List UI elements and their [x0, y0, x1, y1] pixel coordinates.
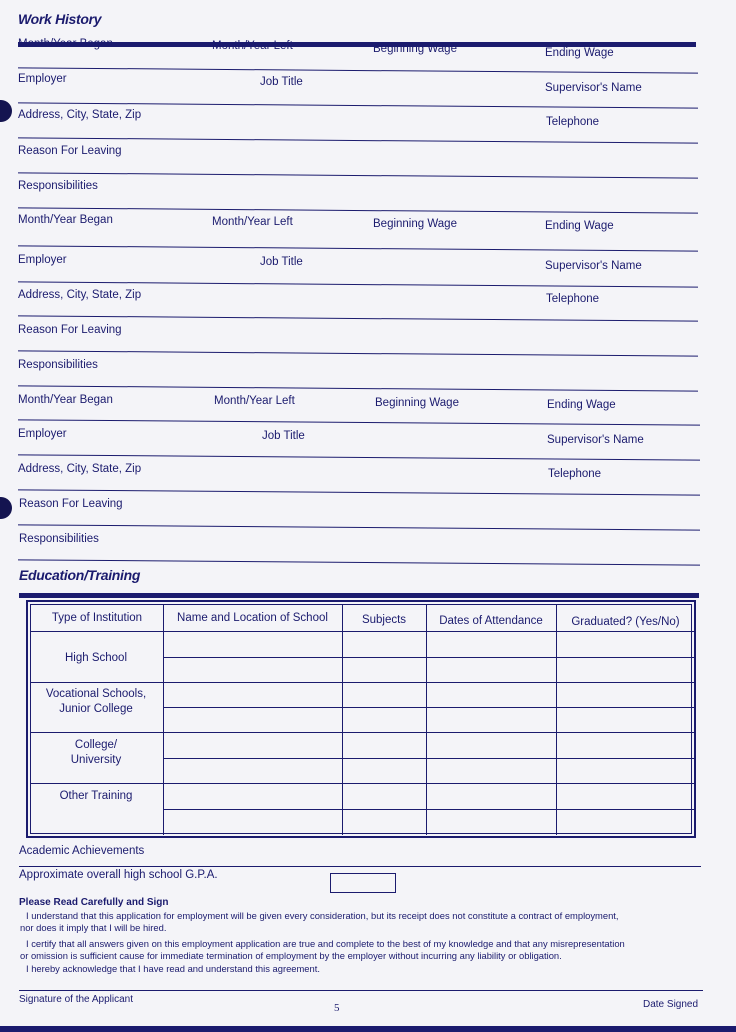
label-endwage-1: Ending Wage — [545, 47, 614, 59]
signature-label: Signature of the Applicant — [19, 994, 133, 1005]
row-divider — [31, 732, 695, 733]
label-began-2: Month/Year Began — [18, 214, 113, 226]
gpa-input-box[interactable] — [330, 873, 396, 893]
sub-row-divider — [163, 809, 695, 810]
label-employer-1: Employer — [18, 73, 67, 85]
field-line[interactable] — [18, 281, 698, 287]
label-reason-1: Reason For Leaving — [18, 145, 122, 157]
signature-line[interactable] — [19, 990, 703, 991]
label-endwage-2: Ending Wage — [545, 220, 614, 232]
col-divider — [426, 605, 427, 835]
field-line[interactable] — [18, 172, 698, 178]
label-began-1: Month/Year Began — [18, 38, 113, 50]
label-responsibilities-1: Responsibilities — [18, 180, 98, 192]
label-supervisor-1: Supervisor's Name — [545, 82, 642, 94]
header-type: Type of Institution — [51, 612, 143, 624]
field-line[interactable] — [18, 67, 698, 73]
sub-row-divider — [163, 657, 695, 658]
academic-achievements-line[interactable] — [19, 866, 701, 867]
header-dates: Dates of Attendance — [439, 615, 543, 627]
row-label-line: Other Training — [59, 790, 133, 802]
label-telephone-3: Telephone — [548, 468, 602, 480]
label-supervisor-3: Supervisor's Name — [547, 434, 644, 446]
label-reason-2: Reason For Leaving — [18, 324, 122, 336]
work-history-title: Work History — [18, 11, 102, 27]
field-line[interactable] — [18, 137, 698, 143]
field-line[interactable] — [18, 419, 700, 425]
field-line[interactable] — [18, 454, 700, 460]
label-employer-3: Employer — [18, 428, 67, 440]
col-divider — [556, 605, 557, 835]
label-responsibilities-2: Responsibilities — [18, 359, 98, 371]
label-address-3: Address, City, State, Zip — [18, 463, 142, 475]
row-label-line: College/ — [74, 739, 118, 751]
label-jobtitle-2: Job Title — [260, 256, 303, 268]
header-graduated: Graduated? (Yes/No) — [571, 616, 680, 628]
row-divider — [31, 682, 695, 683]
label-begwage-3: Beginning Wage — [375, 397, 459, 409]
field-line[interactable] — [18, 489, 700, 495]
row-college — [31, 738, 161, 768]
agreement-para1b: nor does it imply that I will be hired. — [20, 922, 167, 933]
punch-hole-top — [0, 100, 12, 122]
agreement-heading: Please Read Carefully and Sign — [19, 897, 169, 908]
field-line[interactable] — [18, 559, 700, 565]
sub-row-divider — [163, 707, 695, 708]
education-divider — [19, 593, 699, 598]
row-divider — [31, 783, 695, 784]
label-begwage-2: Beginning Wage — [373, 218, 457, 230]
label-left-3: Month/Year Left — [214, 395, 295, 407]
date-signed-label: Date Signed — [643, 999, 699, 1010]
agreement-para1: I understand that this application for employment will be given every consideration, but its receipt does not constitute a contract of employment, — [26, 910, 619, 921]
label-jobtitle-1: Job Title — [260, 76, 303, 88]
punch-hole-bottom — [0, 497, 12, 519]
education-table — [26, 600, 696, 838]
row-vocational — [31, 687, 161, 717]
row-label-line: Vocational Schools, — [45, 688, 147, 700]
field-line[interactable] — [18, 102, 698, 108]
field-line[interactable] — [18, 385, 698, 391]
field-line[interactable] — [18, 245, 698, 251]
label-reason-3: Reason For Leaving — [19, 498, 123, 510]
agreement-para2b: or omission is sufficient cause for immediate termination of employment by the employer without incurring any liability or obligation. — [20, 950, 562, 961]
col-divider — [342, 605, 343, 835]
label-left-2: Month/Year Left — [212, 216, 293, 228]
education-title: Education/Training — [19, 567, 141, 583]
col-divider — [163, 605, 164, 835]
label-left-1: Month/Year Left — [212, 40, 293, 52]
academic-achievements-label: Academic Achievements — [19, 845, 145, 857]
label-jobtitle-3: Job Title — [262, 430, 305, 442]
label-employer-2: Employer — [18, 254, 67, 266]
field-line[interactable] — [18, 315, 698, 321]
header-subjects: Subjects — [361, 614, 407, 626]
label-supervisor-2: Supervisor's Name — [545, 260, 642, 272]
label-telephone-2: Telephone — [546, 293, 600, 305]
field-line[interactable] — [18, 207, 698, 213]
footer-bar — [0, 1026, 736, 1032]
gpa-label: Approximate overall high school G.P.A. — [19, 869, 218, 881]
label-responsibilities-3: Responsibilities — [19, 533, 99, 545]
header-name-location: Name and Location of School — [177, 612, 328, 624]
label-telephone-1: Telephone — [546, 116, 600, 128]
row-label-line: Junior College — [59, 703, 133, 715]
row-high-school — [31, 651, 161, 666]
field-line[interactable] — [18, 524, 700, 530]
header-divider — [31, 631, 695, 632]
label-begwage-1: Beginning Wage — [373, 43, 457, 55]
row-label-line: High School — [64, 652, 127, 664]
agreement-para2: I certify that all answers given on this employment application are true and complete to the best of my knowledge and that any misrepresentation — [26, 938, 625, 949]
education-table-inner — [30, 604, 692, 834]
page-number: 5 — [334, 1002, 340, 1014]
sub-row-divider — [163, 758, 695, 759]
field-line[interactable] — [18, 350, 698, 356]
row-label-line: University — [70, 754, 122, 766]
label-address-1: Address, City, State, Zip — [18, 109, 142, 121]
row-other-training — [31, 789, 161, 804]
label-address-2: Address, City, State, Zip — [18, 289, 142, 301]
label-began-3: Month/Year Began — [18, 394, 113, 406]
label-endwage-3: Ending Wage — [547, 399, 616, 411]
agreement-para3: I hereby acknowledge that I have read and understand this agreement. — [26, 963, 320, 974]
